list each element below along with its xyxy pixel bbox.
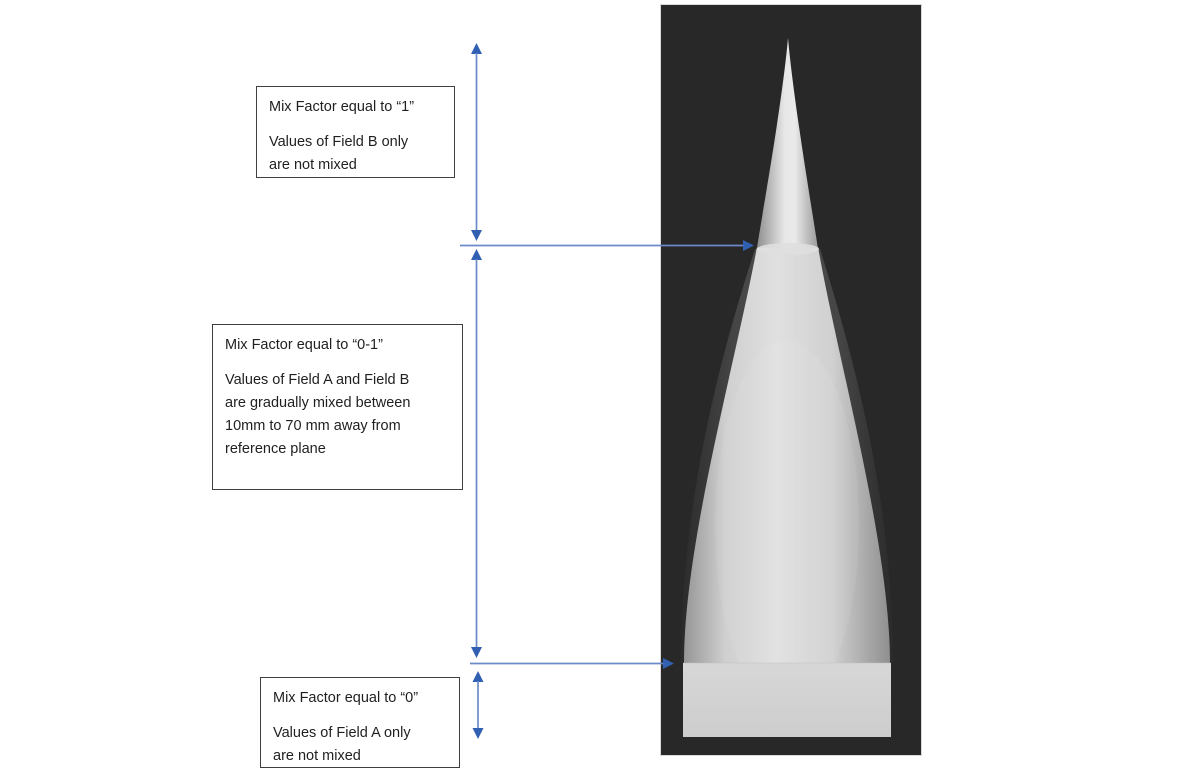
callout-body-line: are not mixed bbox=[273, 748, 361, 764]
callout-title: Mix Factor equal to “0” bbox=[273, 690, 419, 706]
callout-body-line: are not mixed bbox=[269, 157, 357, 173]
arrow-up-icon bbox=[471, 249, 482, 260]
base-block-shape bbox=[683, 663, 891, 737]
dimension-arrow-mix-0-1 bbox=[471, 249, 482, 658]
callout-mix-factor-0-1 bbox=[212, 324, 463, 490]
callout-title: Mix Factor equal to “1” bbox=[269, 99, 415, 115]
render-viewport bbox=[661, 5, 921, 755]
callout-body-line: Values of Field B only bbox=[269, 134, 409, 150]
transition-band bbox=[757, 243, 819, 255]
callout-body-line: Values of Field A only bbox=[273, 725, 411, 741]
callout-mix-factor-1 bbox=[256, 86, 455, 178]
arrow-up-icon bbox=[471, 43, 482, 54]
leader-arrow-lower-boundary bbox=[470, 658, 674, 669]
callout-body-line: reference plane bbox=[225, 441, 326, 457]
callout-mix-factor-0 bbox=[260, 677, 460, 768]
arrow-down-icon bbox=[471, 230, 482, 241]
dimension-arrow-mix-0 bbox=[473, 671, 484, 739]
callout-body-line: are gradually mixed between bbox=[225, 395, 411, 411]
dimension-arrow-mix-1 bbox=[471, 43, 482, 241]
cone-highlight bbox=[715, 340, 859, 710]
callout-body-line: 10mm to 70 mm away from bbox=[225, 418, 401, 434]
arrow-up-icon bbox=[473, 671, 484, 682]
callout-body-line: Values of Field A and Field B bbox=[225, 372, 410, 388]
arrow-down-icon bbox=[471, 647, 482, 658]
arrow-down-icon bbox=[473, 728, 484, 739]
callout-title: Mix Factor equal to “0-1” bbox=[225, 337, 383, 353]
